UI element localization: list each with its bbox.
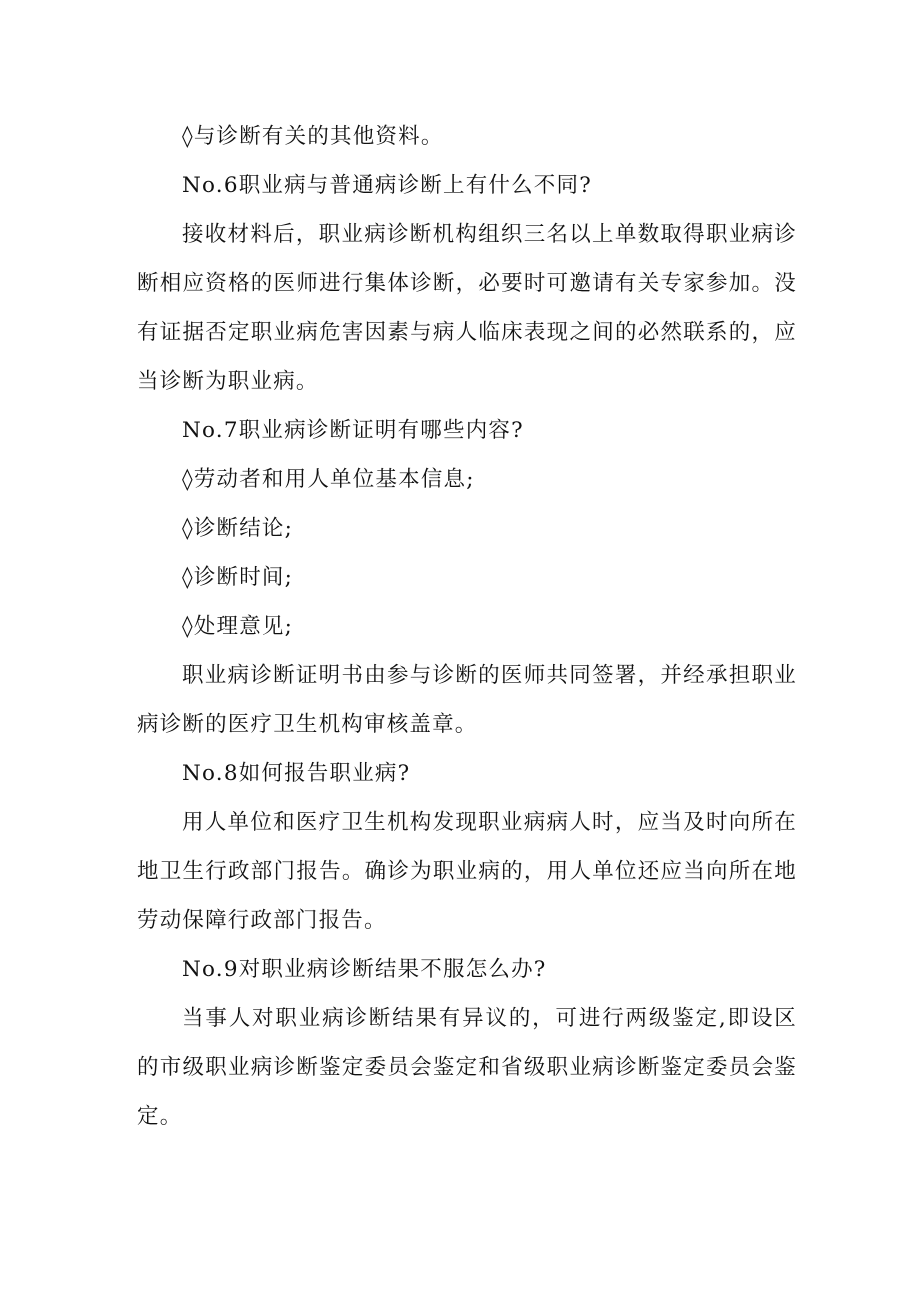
paragraph-other-materials: ◊与诊断有关的其他资料。: [182, 124, 444, 149]
paragraph-certificate-signing: 职业病诊断证明书由参与诊断的医师共同签署，并经承担职业病诊断的医疗卫生机构审核盖章。: [137, 663, 797, 737]
list-item-conclusion: ◊诊断结论;: [182, 516, 294, 541]
heading-no7: No.7职业病诊断证明有哪些内容?: [182, 418, 524, 443]
paragraph-collective-diagnosis: 接收材料后，职业病诊断机构组织三名以上单数取得职业病诊断相应资格的医师进行集体诊断，必要时可邀请有关专家参加。没有证据否定职业病危害因素与病人临床表现之间的必然联系的，应当诊断为职业病。: [137, 222, 797, 394]
document-body: [137, 112, 797, 1141]
list-item-time: ◊诊断时间;: [182, 565, 294, 590]
paragraph-appraisal: 当事人对职业病诊断结果有异议的，可进行两级鉴定,即设区的市级职业病诊断鉴定委员会鉴定和省级职业病诊断鉴定委员会鉴定。: [137, 1006, 797, 1129]
heading-no8: No.8如何报告职业病?: [182, 761, 411, 786]
heading-no6: No.6职业病与普通病诊断上有什么不同?: [182, 173, 592, 198]
list-item-basic-info: ◊劳动者和用人单位基本信息;: [182, 467, 475, 492]
paragraph-reporting: 用人单位和医疗卫生机构发现职业病病人时，应当及时向所在地卫生行政部门报告。确诊为职业病的，用人单位还应当向所在地劳动保障行政部门报告。: [137, 810, 797, 933]
list-item-handling: ◊处理意见;: [182, 614, 294, 639]
heading-no9: No.9对职业病诊断结果不服怎么办?: [182, 957, 547, 982]
